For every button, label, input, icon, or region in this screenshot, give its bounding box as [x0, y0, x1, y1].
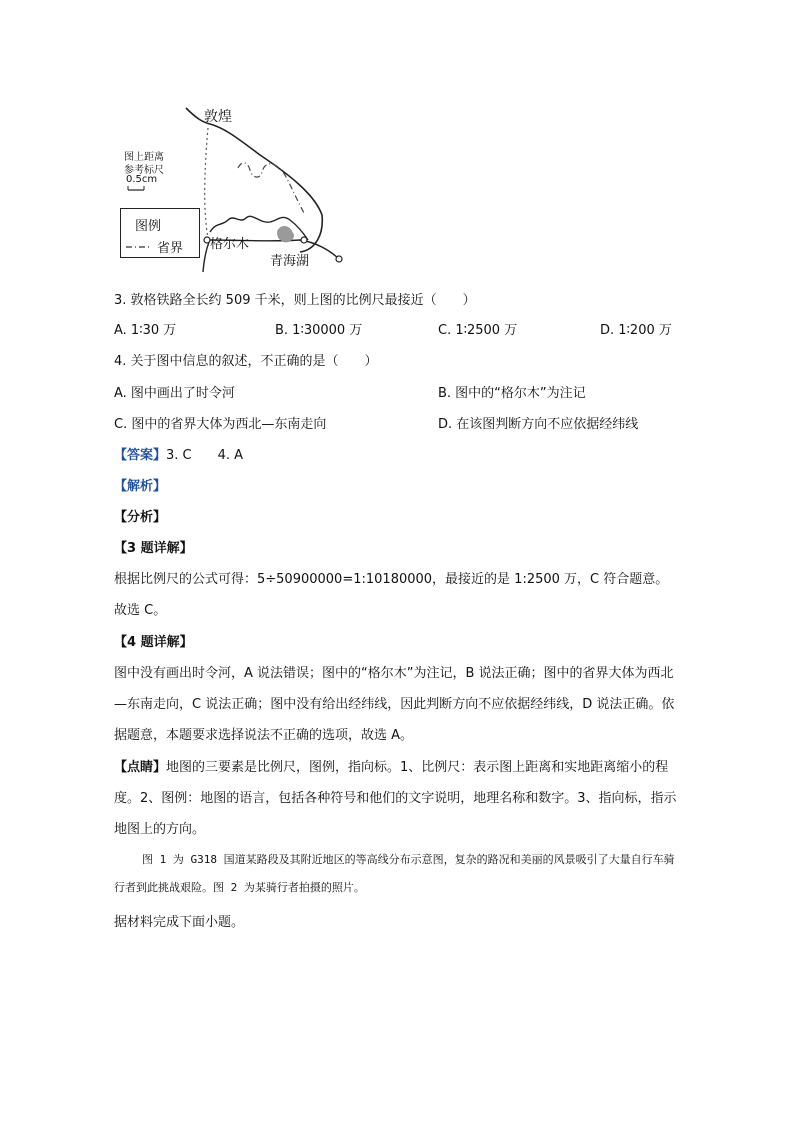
fenxi-tag: 【分析】: [114, 510, 167, 525]
answer-line: [114, 447, 243, 465]
q3-option-d: D. 1∶200 万: [600, 323, 672, 338]
east-point: [336, 256, 342, 262]
q3-option-b: B. 1∶30000 万: [275, 323, 363, 338]
q4-option-d: D. 在该图判断方向不应依据经纬线: [438, 417, 639, 432]
q3-option-a: A. 1∶30 万: [114, 323, 177, 338]
dianjing-tag: 【点睛】: [114, 760, 167, 775]
qinghai-point: [301, 237, 307, 243]
q4-option-b: B. 图中的“格尔木”为注记: [438, 386, 586, 401]
answer-text: 3. C 4. A: [166, 448, 244, 463]
q4-stem: 4. 关于图中信息的叙述，不正确的是（ ）: [114, 354, 378, 369]
dianjing-text: 地图的三要素是比例尺，图例，指向标。1、比例尺：表示图上距离和实地距离缩小的程度。2、图例：地图的语言，包括各种符号和他们的文字说明，地理名称和数字。3、指向标，指示地图上的方向。: [114, 760, 677, 837]
legend-title: 图例: [135, 219, 162, 234]
q4-option-a: A. 图中画出了时令河: [114, 386, 235, 401]
scale-title-2: 参考标尺: [124, 165, 164, 176]
q4-detail-tag: 【4 题详解】: [114, 635, 193, 650]
answer-tag: 【答案】: [114, 448, 167, 463]
q3-detail-tag: 【3 题详解】: [114, 541, 193, 556]
analysis-tag: 【解析】: [114, 479, 167, 494]
legend-item-label: 省界: [157, 241, 184, 256]
q4-option-c: C. 图中的省界大体为西北—东南走向: [114, 417, 327, 432]
scale-title-1: 图上距离: [124, 152, 164, 163]
dunhuang-label: 敦煌: [204, 109, 232, 125]
qinghai-lake-label: 青海湖: [270, 254, 310, 269]
left-curve: [203, 242, 209, 272]
material-text: 图 1 为 G318 国道某路段及其附近地区的等高线分布示意图，复杂的路况和美丽的风景吸引了大量自行车骑行者到此挑战艰险。图 2 为某骑行者拍摄的照片。: [114, 853, 675, 894]
golmud-label: 格尔木: [210, 237, 250, 252]
province-border: [238, 163, 305, 215]
q4-detail: 图中没有画出时令河，A 说法错误；图中的“格尔木”为注记，B 说法正确；图中的省界大体为西北—东南走向，C 说法正确；图中没有给出经纬线，因此判断方向不应依据经纬线，D 说法正确。依据题意，本题要求选择说法不正确的选项，故选 A。: [114, 666, 675, 743]
lake-shape: [277, 226, 293, 242]
map-legend: [120, 208, 200, 258]
dianjing-paragraph: [114, 752, 680, 845]
q3-stem: 3. 敦格铁路全长约 509 千米，则上图的比例尺最接近（ ）: [114, 293, 476, 308]
dotted-line: [205, 128, 209, 242]
q3-option-c: C. 1∶2500 万: [438, 323, 518, 338]
scale-value: 0.5cm: [126, 174, 158, 185]
q3-detail: 根据比例尺的公式可得：5÷50900000=1:10180000，最接近的是 1:2500 万，C 符合题意。故选 C。: [114, 572, 669, 618]
railway-line: [186, 108, 322, 252]
instruction-text: 据材料完成下面小题。: [114, 915, 245, 930]
